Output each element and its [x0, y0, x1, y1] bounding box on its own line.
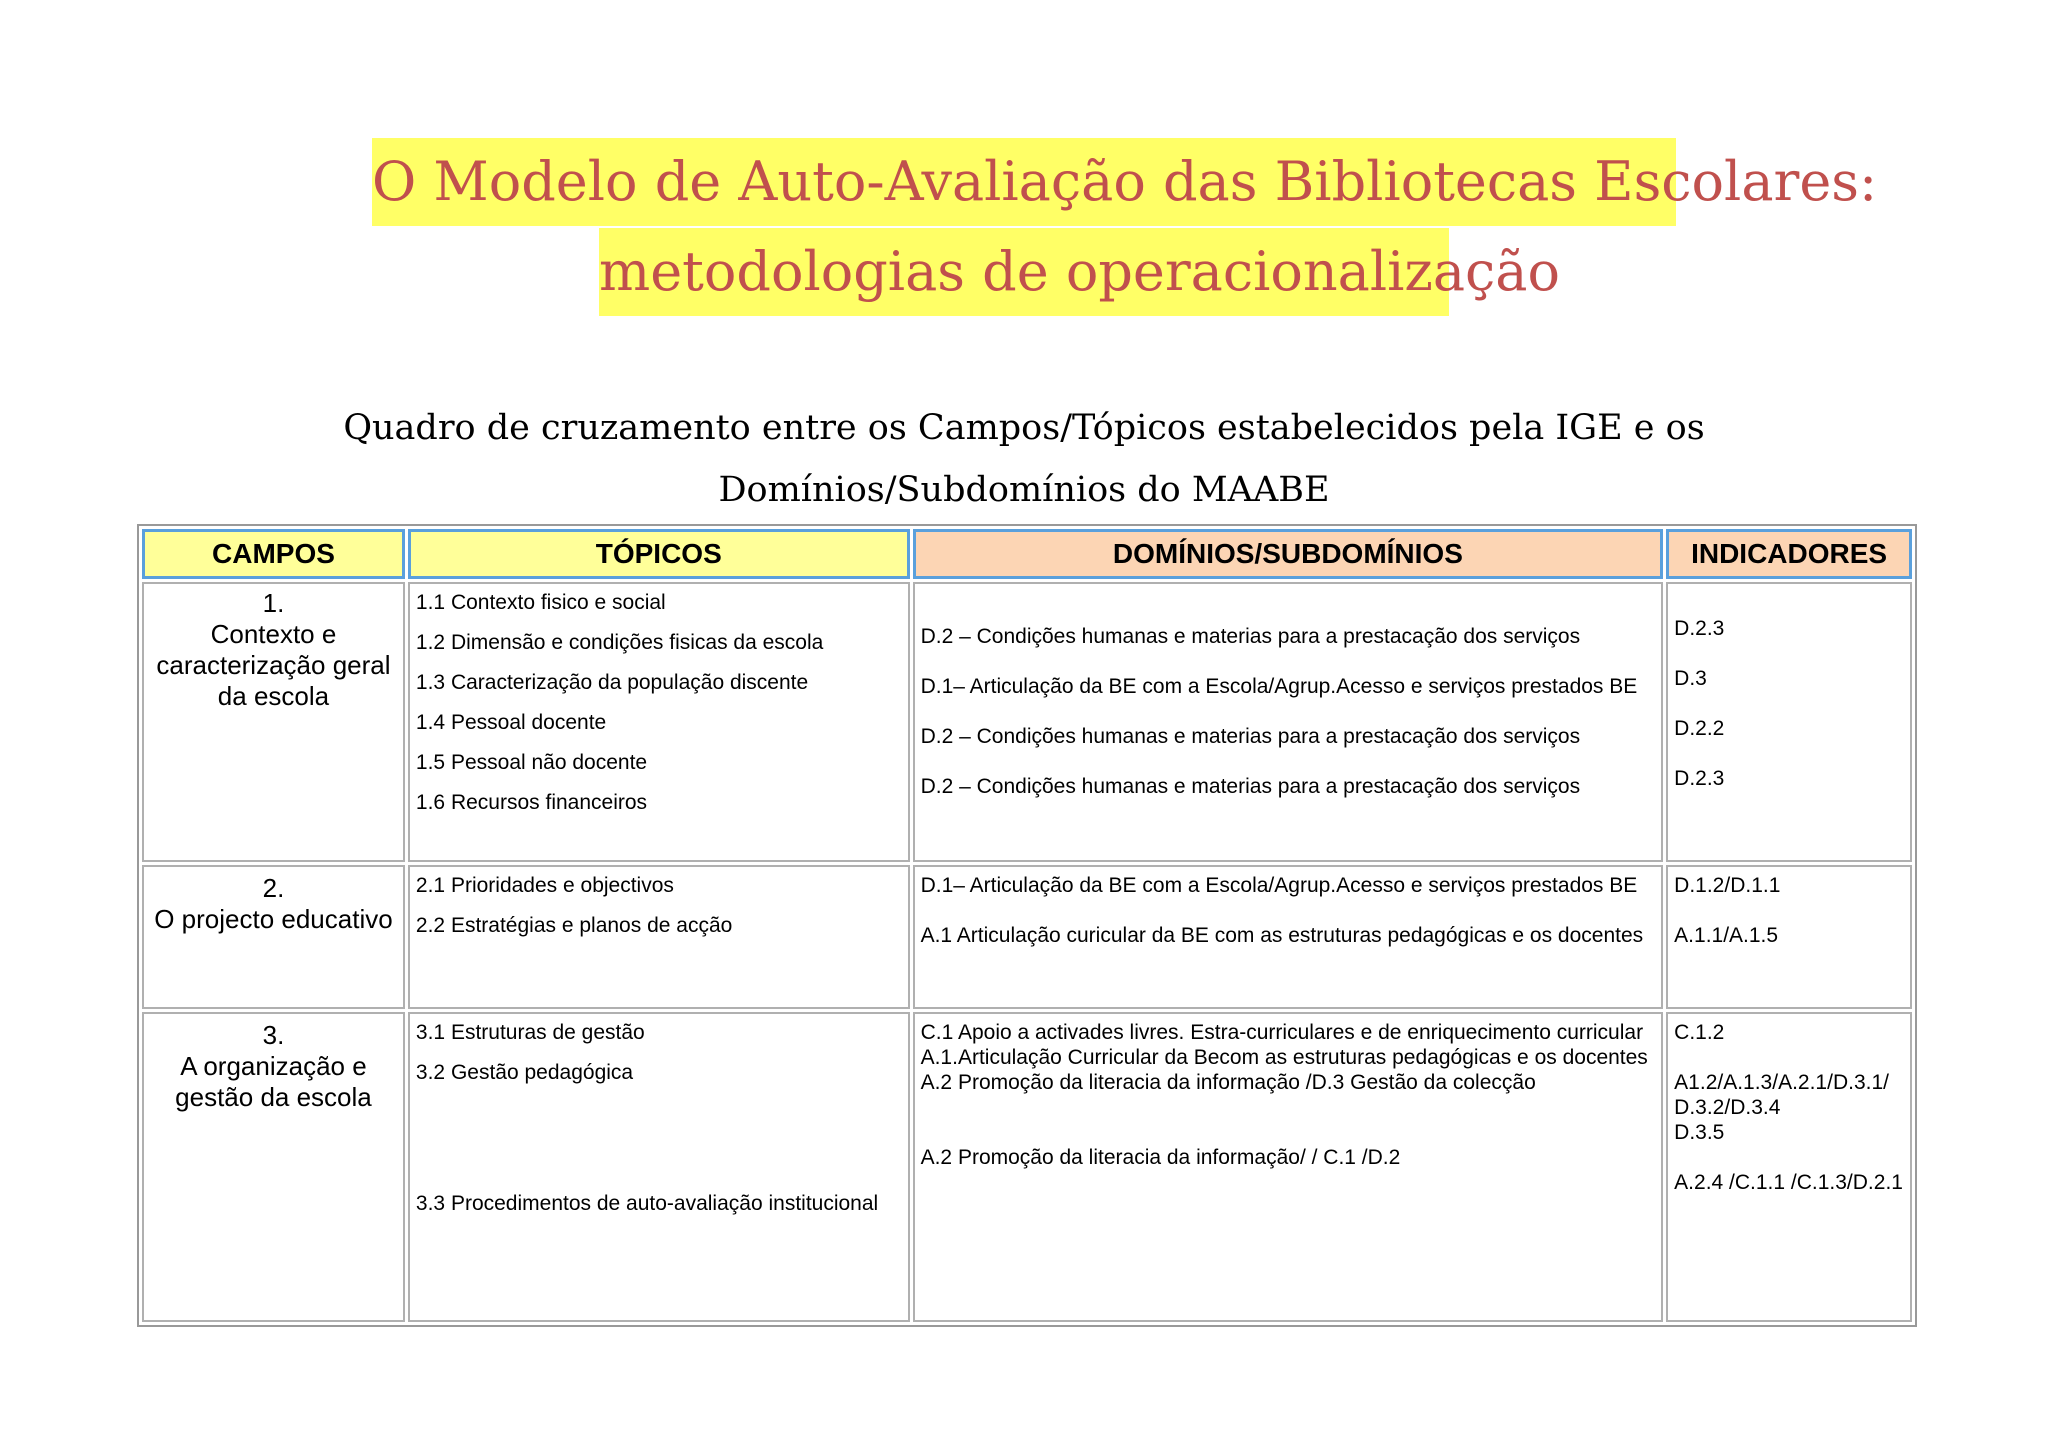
indicador-item: D.2.3 [1674, 767, 1725, 790]
campo-cell [142, 865, 405, 1009]
table-row [142, 582, 1912, 862]
header-topicos: TÓPICOS [408, 529, 910, 579]
topico-item: 2.2 Estratégias e planos de acção [415, 914, 733, 937]
document-title-line-1: O Modelo de Auto-Avaliação das Bibliotecas Escolares: [372, 138, 1676, 226]
campo-number: 2. [262, 873, 285, 903]
dominio-item: A.1 Articulação curicular da BE com as estruturas pedagógicas e os docentes [920, 924, 1644, 947]
campo-name: Contexto e caracterização geral da escola [156, 619, 391, 711]
topico-item: 1.5 Pessoal não docente [415, 751, 648, 774]
topico-item: 3.3 Procedimentos de auto-avaliação institucional [415, 1192, 879, 1215]
dominios-cell [913, 582, 1664, 862]
dominio-item: C.1 Apoio a activades livres. Estra-curriculares e de enriquecimento curricular [920, 1021, 1644, 1044]
dominio-item: A.2 Promoção da literacia da informação /D.3 Gestão da colecção [920, 1071, 1536, 1094]
indicador-item: C.1.2 [1674, 1021, 1725, 1044]
indicador-item: D.3 [1674, 667, 1707, 690]
topicos-cell [408, 582, 910, 862]
indicador-item: D.2.3 [1674, 617, 1725, 640]
table-row [142, 865, 1912, 1009]
indicador-item: D.1.2/D.1.1 [1674, 874, 1781, 897]
header-indicadores: INDICADORES [1666, 529, 1912, 579]
topico-item: 1.6 Recursos financeiros [415, 791, 648, 814]
campo-cell [142, 582, 405, 862]
indicador-item: D.3.5 [1674, 1121, 1725, 1144]
dominios-cell [913, 865, 1664, 1009]
indicadores-cell [1666, 582, 1912, 862]
header-dominios: DOMÍNIOS/SUBDOMÍNIOS [913, 529, 1664, 579]
crossing-table [137, 524, 1917, 1327]
title-line-2-wrap [0, 228, 2048, 316]
campo-name: A organização e gestão da escola [175, 1051, 372, 1112]
indicador-item: A.1.1/A.1.5 [1674, 924, 1779, 947]
dominio-item: D.1– Articulação da BE com a Escola/Agrup.Acesso e serviços prestados BE [920, 675, 1638, 698]
campo-name: O projecto educativo [154, 904, 393, 934]
indicadores-cell [1666, 865, 1912, 1009]
campo-number: 3. [262, 1020, 285, 1050]
topico-item: 3.1 Estruturas de gestão [415, 1021, 645, 1044]
table-caption-line-1: Quadro de cruzamento entre os Campos/Tópicos estabelecidos pela IGE e os [343, 408, 1705, 448]
indicador-item: A.2.4 /C.1.1 /C.1.3/D.2.1 [1674, 1171, 1903, 1194]
topico-item: 1.1 Contexto fisico e social [415, 591, 666, 614]
document-title-line-2: metodologias de operacionalização [599, 228, 1449, 316]
topicos-cell [408, 865, 910, 1009]
campo-number: 1. [262, 588, 285, 618]
indicador-item: D.2.2 [1674, 717, 1725, 740]
dominio-item: D.1– Articulação da BE com a Escola/Agrup.Acesso e serviços prestados BE [920, 874, 1638, 897]
header-campos: CAMPOS [142, 529, 405, 579]
title-line-1-wrap [0, 138, 2048, 226]
indicadores-cell [1666, 1012, 1912, 1322]
table-caption-line-2: Domínios/Subdomínios do MAABE [718, 470, 1330, 510]
dominio-item: D.2 – Condições humanas e materias para a prestacação dos serviços [920, 775, 1581, 798]
campo-cell [142, 1012, 405, 1322]
dominio-item: A.2 Promoção da literacia da informação/ / C.1 /D.2 [920, 1146, 1401, 1169]
topicos-cell [408, 1012, 910, 1322]
table-row [142, 1012, 1912, 1322]
dominios-cell [913, 1012, 1664, 1322]
dominio-item: D.2 – Condições humanas e materias para a prestacação dos serviços [920, 725, 1581, 748]
table-header-row [142, 529, 1912, 579]
topico-item: 1.3 Caracterização da população discente [415, 671, 809, 694]
indicador-item: A1.2/A.1.3/A.2.1/D.3.1/ D.3.2/D.3.4 [1674, 1071, 1889, 1119]
topico-item: 1.2 Dimensão e condições fisicas da escola [415, 631, 824, 654]
dominio-item: A.1.Articulação Curricular da Becom as estruturas pedagógicas e os docentes [920, 1046, 1648, 1069]
topico-item: 1.4 Pessoal docente [415, 711, 607, 734]
topico-item: 3.2 Gestão pedagógica [415, 1061, 634, 1084]
dominio-item: D.2 – Condições humanas e materias para a prestacação dos serviços [920, 625, 1581, 648]
topico-item: 2.1 Prioridades e objectivos [415, 874, 674, 897]
